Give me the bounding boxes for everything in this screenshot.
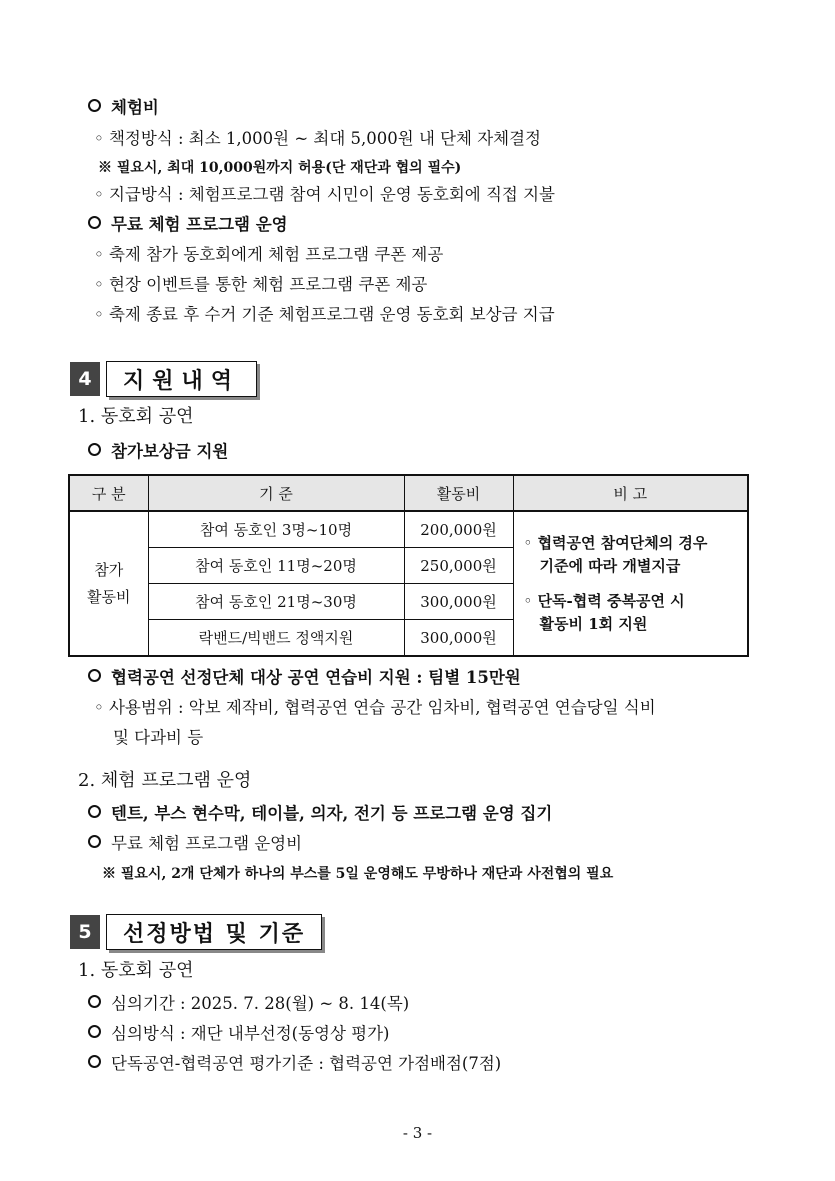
notes-cell [513,511,748,656]
pricing-note: ※ 필요시, 최대 10,000원까지 허용(단 재단과 협의 필수) [98,160,462,176]
note-line: ◦ 단독-협력 중복공연 시 [523,591,685,610]
circle-bullet-icon [88,1055,101,1068]
collab-support-item [88,667,521,689]
page-number: - 3 - [402,1124,433,1142]
note-line: 기준에 따라 개별지급 [539,556,681,575]
note-line: 활동비 1회 지원 [539,614,648,633]
list-item: ◦ 축제 종료 후 수거 기준 체험프로그램 운영 동호회 보상금 지급 [94,305,555,324]
criteria-cell: 참여 동호인 21명~30명 [148,584,404,620]
fee-cell: 300,000원 [404,620,513,657]
subsection-title: 2. 체험 프로그램 운영 [78,770,252,791]
circle-bullet-icon [88,443,101,456]
section-title: 선정방법 및 기준 [106,914,322,950]
circle-bullet-icon [88,99,101,112]
list-item: ◦ 현장 이벤트를 통한 체험 프로그램 쿠폰 제공 [94,275,428,294]
criteria-cell: 참여 동호인 11명~20명 [148,548,404,584]
heading-text: 무료 체험 프로그램 운영 [111,215,288,234]
circle-bullet-icon [88,669,101,682]
item-text: 참가보상금 지원 [111,442,229,461]
subsection-item [88,1053,501,1075]
usage-line: 및 다과비 등 [113,728,204,747]
criteria-cell: 락밴드/빅밴드 정액지원 [148,620,404,657]
section-number: 5 [70,915,100,949]
heading-text: 체험비 [111,98,159,117]
usage-line: ◦ 사용범위 : 악보 제작비, 협력공연 연습 공간 임차비, 협력공연 연습당일 식비 [94,698,656,717]
subsection-item [88,993,409,1015]
item-text: 무료 체험 프로그램 운영비 [111,834,303,853]
subsection-item [88,833,302,855]
note-line: ◦ 협력공연 참여단체의 경우 [523,533,708,552]
list-item: ◦ 축제 참가 동호회에게 체험 프로그램 쿠폰 제공 [94,245,444,264]
table-header: 비 고 [513,475,748,511]
fee-cell: 300,000원 [404,584,513,620]
item-text: 심의기간 : 2025. 7. 28(월) ~ 8. 14(목) [111,994,410,1013]
support-table [68,474,749,657]
fee-cell: 200,000원 [404,511,513,548]
section-number: 4 [70,362,100,396]
item-text: 협력공연 선정단체 대상 공연 연습비 지원 : 팀별 15만원 [111,668,521,687]
circle-bullet-icon [88,805,101,818]
table-header: 활동비 [404,475,513,511]
experience-fee-heading [88,97,159,119]
circle-bullet-icon [88,216,101,229]
payment-line: ◦ 지급방식 : 체험프로그램 참여 시민이 운영 동호회에 직접 지불 [94,185,555,204]
free-program-heading [88,214,288,236]
subsection-item [88,1023,390,1045]
subsection-title: 1. 동호회 공연 [78,960,194,981]
subsection-item [88,441,228,463]
item-text: 심의방식 : 재단 내부선정(동영상 평가) [111,1024,390,1043]
fee-cell: 250,000원 [404,548,513,584]
pricing-line: ◦ 책정방식 : 최소 1,000원 ~ 최대 5,000원 내 단체 자체결정 [94,129,542,148]
table-header: 구 분 [69,475,148,511]
section-title: 지원내역 [106,361,257,397]
sub2-note: ※ 필요시, 2개 단체가 하나의 부스를 5일 운영해도 무방하나 재단과 사전협의 필요 [102,866,614,882]
circle-bullet-icon [88,1025,101,1038]
category-line: 활동비 [87,587,131,606]
section-4-header [70,361,257,397]
item-text: 텐트, 부스 현수막, 테이블, 의자, 전기 등 프로그램 운영 집기 [111,804,553,823]
table-row [69,511,748,548]
section-5-header [70,914,322,950]
table-header-row [69,475,748,511]
table-header: 기 준 [148,475,404,511]
category-line: 참가 [94,560,124,579]
circle-bullet-icon [88,835,101,848]
subsection-item [88,803,552,825]
item-text: 단독공연-협력공연 평가기준 : 협력공연 가점배점(7점) [111,1054,502,1073]
subsection-title: 1. 동호회 공연 [78,406,194,427]
category-cell [69,511,148,656]
circle-bullet-icon [88,995,101,1008]
criteria-cell: 참여 동호인 3명~10명 [148,511,404,548]
